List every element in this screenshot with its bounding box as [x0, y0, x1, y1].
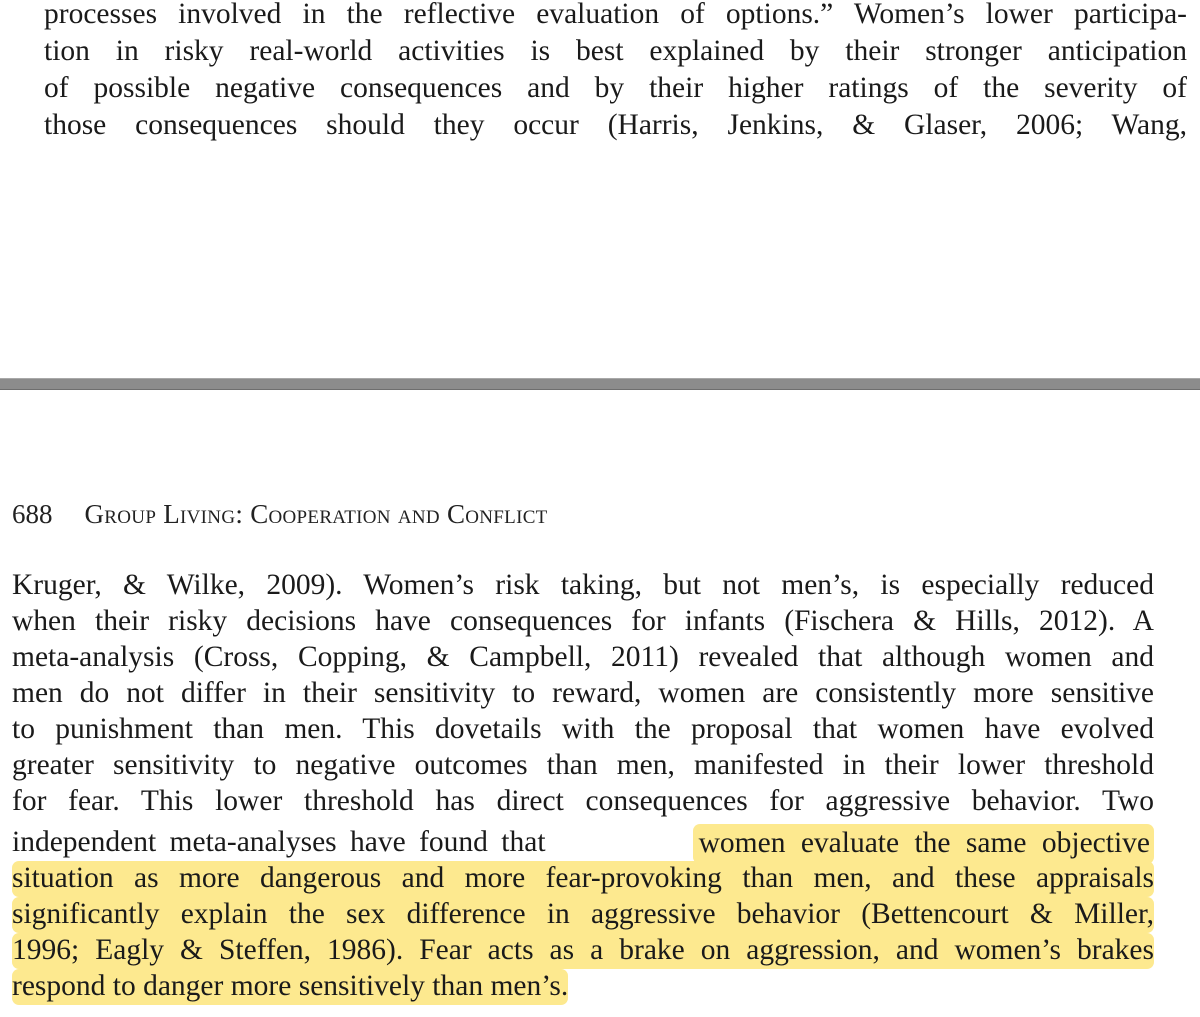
text-line: processes involved in the reflective evaluation of options.” Women’s lower participa-: [44, 0, 1187, 30]
highlighted-text: women evaluate the same objective: [693, 824, 1154, 864]
text-line: for fear. This lower threshold has direct consequences for aggressive behavior. Two: [12, 785, 1154, 817]
page-divider: [0, 378, 1200, 390]
text-line: [12, 860, 1154, 896]
text-line: [12, 896, 1154, 932]
text-line: Kruger, & Wilke, 2009). Women’s risk taking, but not men’s, is especially reduced: [12, 569, 1154, 601]
current-page: [0, 390, 1200, 1017]
text-line: men do not differ in their sensitivity to reward, women are consistently more sensitive: [12, 677, 1154, 709]
text-line: greater sensitivity to negative outcomes than men, manifested in their lower threshold: [12, 749, 1154, 781]
text-line: meta-analysis (Cross, Copping, & Campbell, 2011) revealed that although women and: [12, 641, 1154, 673]
highlighted-text: significantly explain the sex difference in aggressive behavior (Bettencourt & Miller,: [12, 897, 1154, 933]
text-line: when their risky decisions have consequences for infants (Fischera & Hills, 2012). A: [12, 605, 1154, 637]
text-line: of possible negative consequences and by their higher ratings of the severity of: [44, 72, 1187, 104]
text-line: [12, 968, 1154, 1004]
text-line: tion in risky real-world activities is best explained by their stronger anticipation: [44, 35, 1187, 67]
text-line: to punishment than men. This dovetails with the proposal that women have evolved: [12, 713, 1154, 745]
highlighted-text: situation as more dangerous and more fear-provoking than men, and these appraisals: [12, 861, 1154, 897]
highlighted-text: 1996; Eagly & Steffen, 1986). Fear acts as a brake on aggression, and women’s brakes: [12, 933, 1154, 969]
page-number: 688: [12, 499, 53, 529]
running-head: [12, 498, 548, 531]
running-title: Group Living: Cooperation and Conflict: [84, 499, 548, 529]
text-line: [12, 824, 1154, 864]
highlighted-text: respond to danger more sensitively than men’s.: [12, 969, 568, 1005]
text-line: those consequences should they occur (Harris, Jenkins, & Glaser, 2006; Wang,: [44, 109, 1187, 141]
text-line: [12, 932, 1154, 968]
previous-page: [0, 0, 1200, 378]
plain-text: independent meta-analyses have found that: [12, 826, 546, 858]
